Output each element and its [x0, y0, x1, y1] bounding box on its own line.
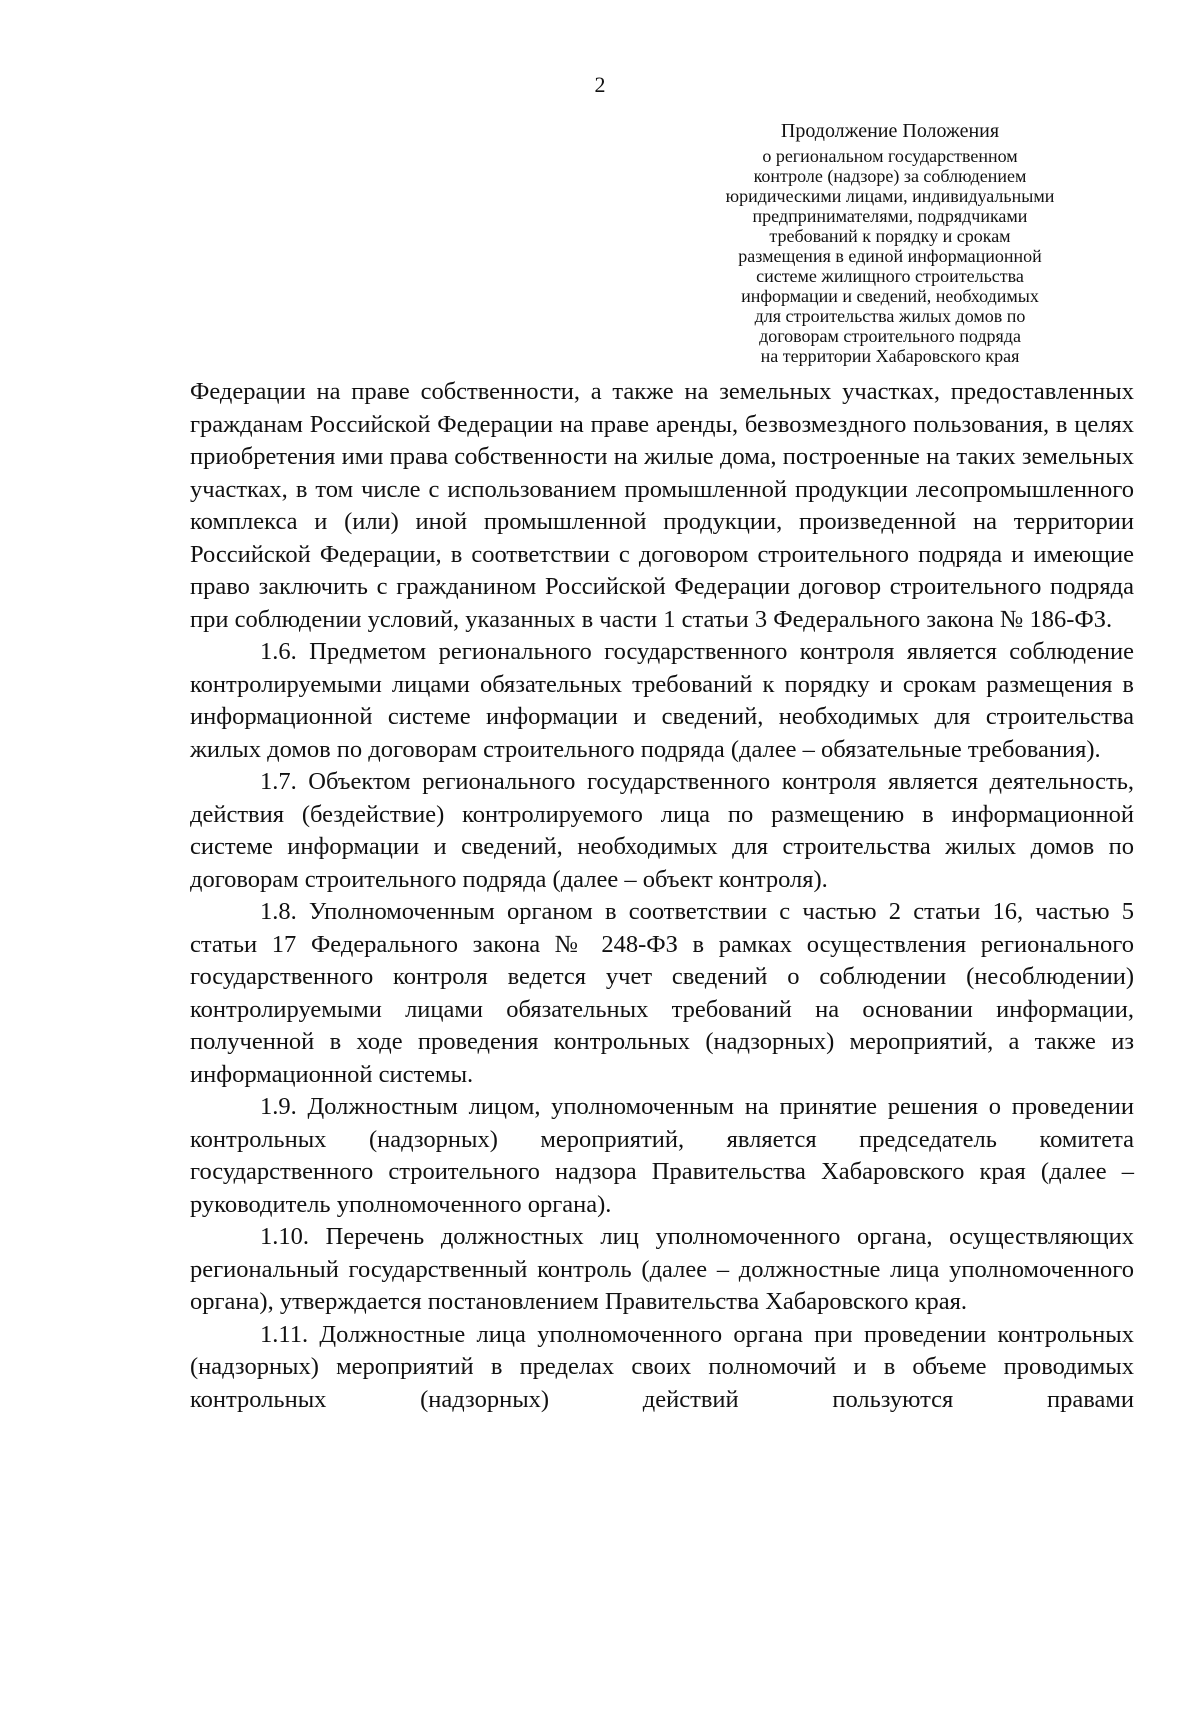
header-lines: [660, 146, 1120, 366]
paragraph-1-9: 1.9. Должностным лицом, уполномоченным на принятие решения о проведении контрольных (надзорных) мероприятий, является председатель комитета государственного строительного надзора Правительства Хабаровского края (далее – руководитель уполномоченного органа).: [190, 1093, 1134, 1218]
header-line: системе жилищного строительства: [756, 266, 1024, 286]
header-line: юридическими лицами, индивидуальными: [725, 186, 1055, 206]
header-line: информации и сведений, необходимых: [741, 286, 1039, 306]
header-line: договорам строительного подряда: [759, 326, 1021, 346]
header-title: Продолжение Положения: [780, 120, 1000, 142]
header-line: требований к порядку и срокам: [769, 226, 1011, 246]
body-text: [190, 376, 1134, 1416]
header-line: о региональном государственном: [762, 146, 1018, 166]
header-line: для строительства жилых домов по: [754, 306, 1026, 326]
paragraph-1-6: 1.6. Предметом регионального государственного контроля является соблюдение контролируемыми лицами обязательных требований к порядку и срокам размещения в информационной системе информации и сведений, необходимых для строительства жилых домов по договорам строительного подряда (далее – обязательные требования).: [190, 638, 1134, 763]
header-line: размещения в единой информационной: [738, 246, 1042, 266]
paragraph-1-11: 1.11. Должностные лица уполномоченного органа при проведении контрольных (надзорных) мероприятий в пределах своих полномочий и в объеме проводимых контрольных (надзорных) действий пользуются правами: [190, 1320, 1134, 1413]
paragraph-1-10: 1.10. Перечень должностных лиц уполномоченного органа, осуществляющих региональный государственный контроль (далее – должностные лица уполномоченного органа), утверждается постановлением Правительства Хабаровского края.: [190, 1223, 1134, 1315]
page-number: 2: [594, 72, 606, 97]
header-line: контроле (надзоре) за соблюдением: [753, 166, 1027, 186]
header-line: предпринимателями, подрядчиками: [752, 206, 1028, 226]
continuation-header: [660, 118, 1120, 366]
paragraph-1-8: 1.8. Уполномоченным органом в соответствии с частью 2 статьи 16, частью 5 статьи 17 Федерального закона № 248-ФЗ в рамках осуществления регионального государственного контроля ведется учет сведений о соблюдении (несоблюдении) контролируемыми лицами обязательных требований на основании информации, полученной в ходе проведения контрольных (надзорных) мероприятий, а также из информационной системы.: [190, 898, 1134, 1088]
paragraph-1-7: 1.7. Объектом регионального государственного контроля является деятельность, действия (бездействие) контролируемого лица по размещению в информационной системе информации и сведений, необходимых для строительства жилых домов по договорам строительного подряда (далее – объект контроля).: [190, 768, 1134, 893]
paragraph-continued: Федерации на праве собственности, а также на земельных участках, предоставленных гражданам Российской Федерации на праве аренды, безвозмездного пользования, в целях приобретения ими права собственности на жилые дома, построенные на таких земельных участках, в том числе с использованием промышленной продукции лесопромышленного комплекса и (или) иной промышленной продукции, произведенной на территории Российской Федерации, в соответствии с договором строительного подряда и имеющие право заключить с гражданином Российской Федерации договор строительного подряда при соблюдении условий, указанных в части 1 статьи 3 Федерального закона № 186-ФЗ.: [190, 378, 1134, 633]
header-line: на территории Хабаровского края: [760, 346, 1020, 366]
